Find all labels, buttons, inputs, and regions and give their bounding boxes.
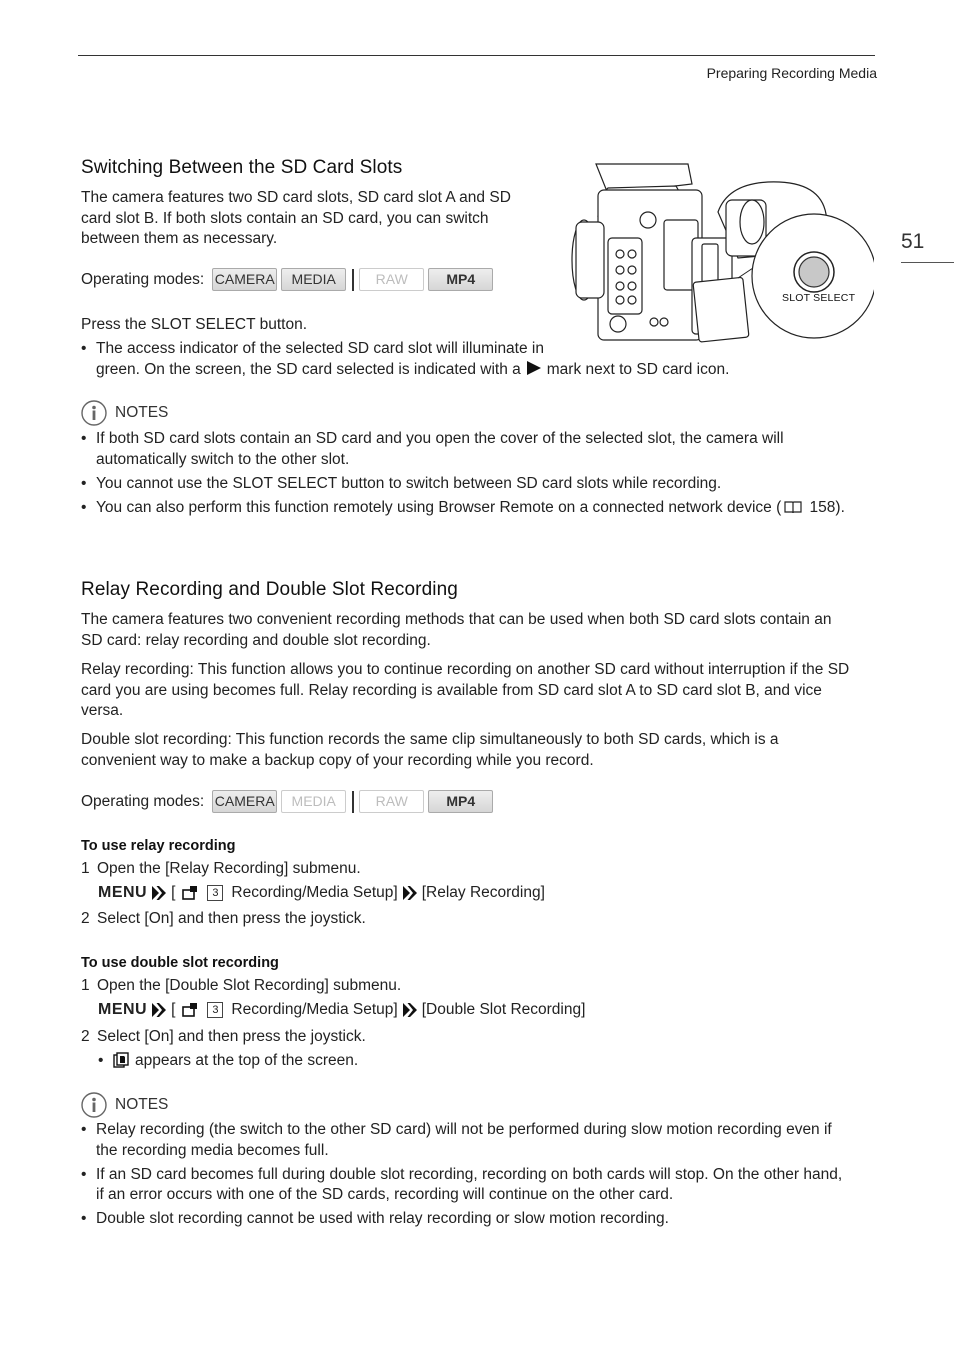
section2-para1: The camera features two convenient recording methods that can be used when both SD card slots contain an SD card: relay recording and double slot recording. <box>81 611 832 649</box>
mode-separator <box>352 269 354 291</box>
menu-page-number: 3 <box>207 885 223 901</box>
page-number: 51 <box>901 230 925 253</box>
camera-setup-icon <box>181 1002 199 1018</box>
mode-media-badge: MEDIA <box>281 268 346 291</box>
header-rule <box>78 55 875 56</box>
list-item: • If an SD card becomes full during double slot recording, recording on both cards will stop. On the other hand, if an error occurs with one of the SD cards, recording will continue on the other card. <box>81 1165 881 1206</box>
relay-step-1: 1 Open the [Relay Recording] submenu. <box>81 860 361 877</box>
chevron-right-icon <box>151 885 167 901</box>
notes-heading-2: NOTES <box>81 1092 168 1118</box>
operating-modes-label: Operating modes: <box>81 792 205 810</box>
section2-para2: Relay recording: This function allows you to continue recording on another SD card without interruption if the SD card you are using becomes full. Relay recording is available from SD card slot A to SD card slot B, and vice versa. <box>81 661 850 719</box>
list-item: • If both SD card slots contain an SD card and you open the cover of the selected slot, the camera will automatically switch to the other slot. <box>81 429 881 470</box>
list-item: • appears at the top of the screen. <box>98 1051 798 1072</box>
double-menu-path: MENU [ 3 Recording/Media Setup] [Double Slot Recording] <box>98 1001 586 1018</box>
slot-select-label: SLOT SELECT <box>782 292 856 304</box>
section-heading-switching: Switching Between the SD Card Slots <box>81 157 403 178</box>
notes-heading-1: NOTES <box>81 400 168 426</box>
double-step-2: 2 Select [On] and then press the joystick. <box>81 1028 366 1045</box>
running-header: Preparing Recording Media <box>706 65 877 81</box>
mode-camera-badge: CAMERA <box>212 268 277 291</box>
section-heading-relay: Relay Recording and Double Slot Recording <box>81 579 458 600</box>
relay-step-2: 2 Select [On] and then press the joystick. <box>81 910 366 927</box>
menu-page-number: 3 <box>207 1002 223 1018</box>
selected-mark-icon <box>527 361 541 375</box>
info-icon <box>81 400 107 426</box>
operating-modes-2 <box>81 790 497 813</box>
section2-para3: Double slot recording: This function records the same clip simultaneously to both SD cards, which is a convenient way to make a backup copy of your recording while you record. <box>81 731 779 769</box>
operating-modes-1 <box>81 268 497 291</box>
notes-list-1 <box>81 429 881 522</box>
operating-modes-label: Operating modes: <box>81 270 205 288</box>
info-icon <box>81 1092 107 1118</box>
mode-mp4-badge: MP4 <box>428 790 493 813</box>
relay-menu-path: MENU [ 3 Recording/Media Setup] [Relay Recording] <box>98 884 545 901</box>
mode-mp4-badge: MP4 <box>428 268 493 291</box>
double-slot-icon <box>113 1052 129 1068</box>
mode-raw-badge: RAW <box>359 790 424 813</box>
mode-media-badge: MEDIA <box>281 790 346 813</box>
chevron-right-icon <box>402 1002 418 1018</box>
page-number-rule <box>901 262 954 263</box>
list-item: • You cannot use the SLOT SELECT button to switch between SD card slots while recording. <box>81 474 881 495</box>
double-step-sub-bullet <box>98 1051 798 1075</box>
chevron-right-icon <box>151 1002 167 1018</box>
mode-separator <box>352 791 354 813</box>
relay-procedure-heading: To use relay recording <box>81 838 236 854</box>
slot-select-bullets <box>81 339 881 384</box>
chevron-right-icon <box>402 885 418 901</box>
double-procedure-heading: To use double slot recording <box>81 955 279 971</box>
list-item: • Double slot recording cannot be used with relay recording or slow motion recording. <box>81 1209 881 1230</box>
slot-select-instruction: Press the SLOT SELECT button. <box>81 316 308 333</box>
camera-setup-icon <box>181 885 199 901</box>
menu-button-label: MENU <box>98 1001 148 1018</box>
section1-intro: The camera features two SD card slots, SD card slot A and SD card slot B. If both slots contain an SD card, you can switch between them as necessary. <box>81 189 511 247</box>
menu-button-label: MENU <box>98 884 148 901</box>
book-reference-icon <box>783 500 803 514</box>
list-item: • The access indicator of the selected SD card slot will illuminate in green. On the screen, the SD card selected is indicated with a mark next to SD card icon. <box>81 339 881 380</box>
camera-slot-select-illustration <box>568 160 874 346</box>
double-step-1: 1 Open the [Double Slot Recording] submenu. <box>81 977 402 994</box>
mode-camera-badge: CAMERA <box>212 790 277 813</box>
notes-list-2 <box>81 1120 881 1233</box>
list-item: • You can also perform this function remotely using Browser Remote on a connected network device ( 158). <box>81 498 881 519</box>
list-item: • Relay recording (the switch to the other SD card) will not be performed during slow motion recording even if the recording media becomes full. <box>81 1120 881 1161</box>
mode-raw-badge: RAW <box>359 268 424 291</box>
